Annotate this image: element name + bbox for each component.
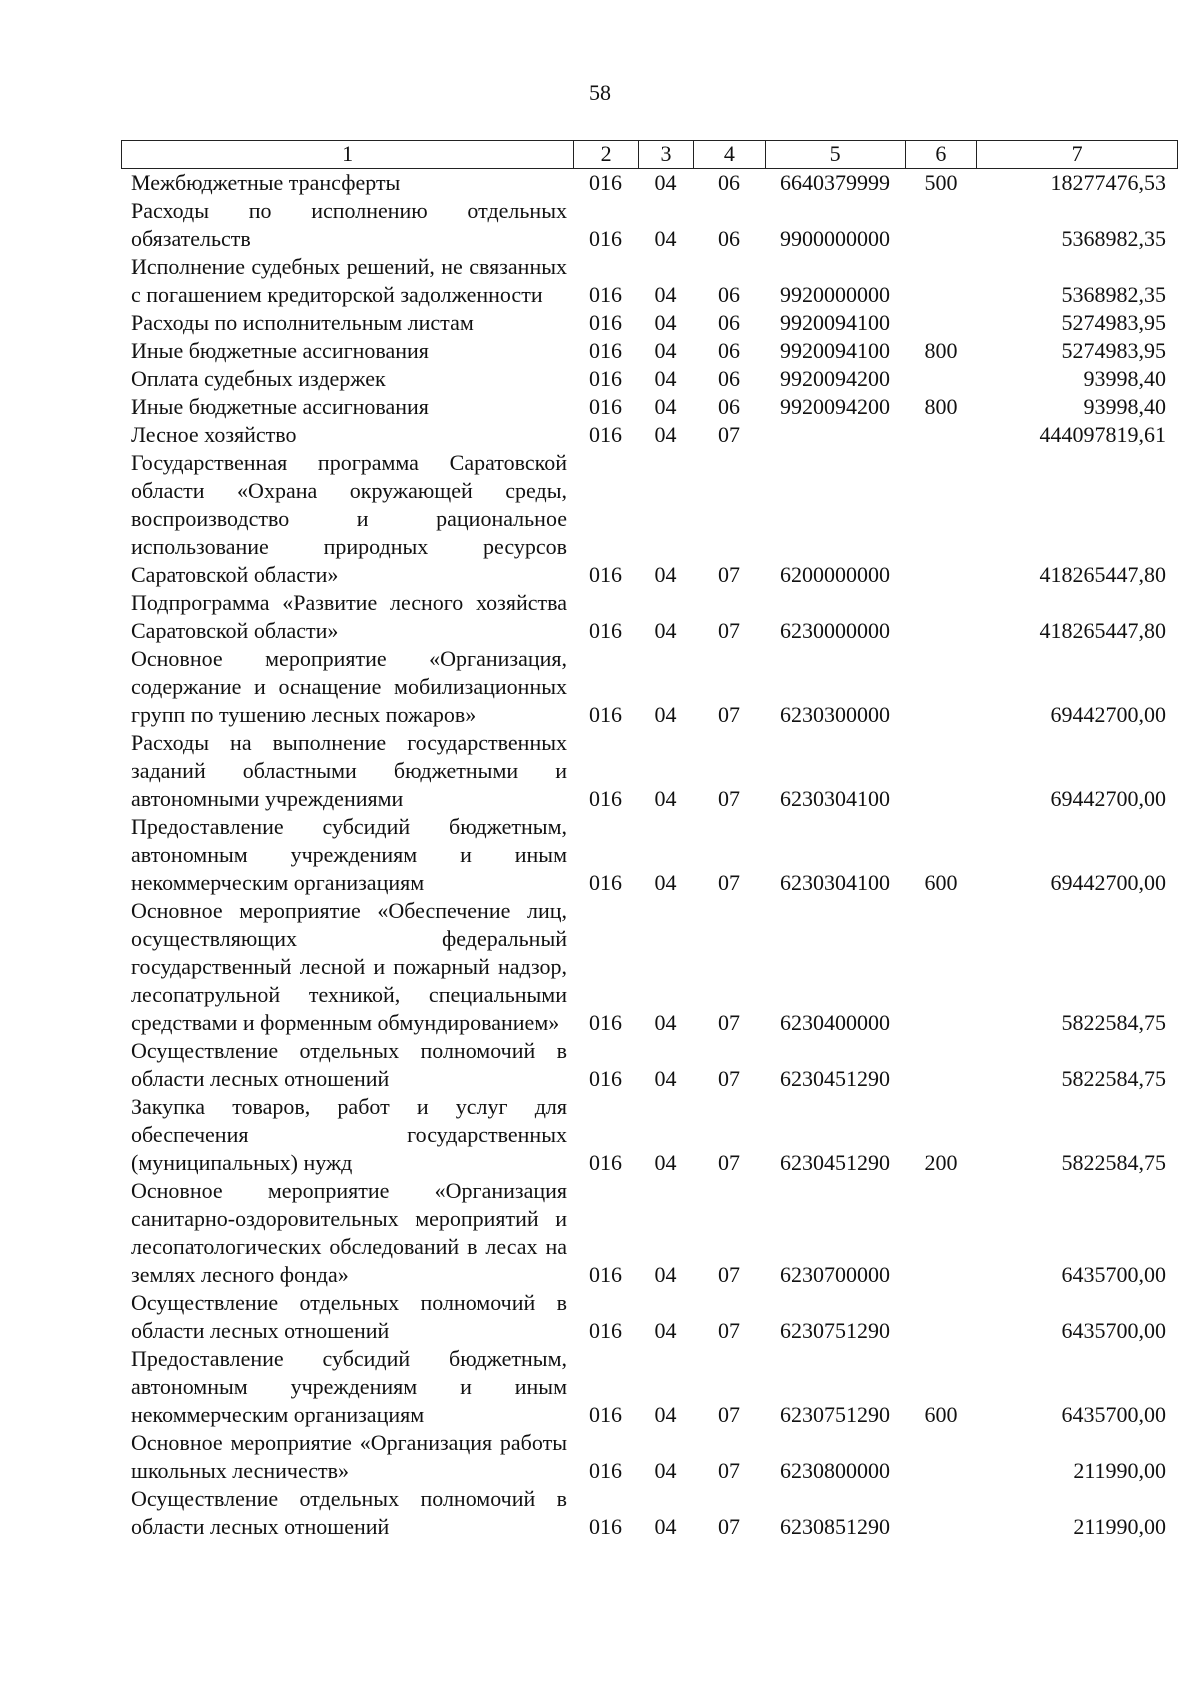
row-label: Государственная программа Саратовской области «Охрана окружающей среды, воспроизводство и рациональное использование природных ресурсов Саратовской области» xyxy=(131,450,567,587)
cell-col-3: 04 xyxy=(654,366,677,391)
row-label: Лесное хозяйство xyxy=(131,422,297,447)
table-row xyxy=(121,253,1178,309)
cell-col-4: 07 xyxy=(718,786,740,811)
table-row xyxy=(121,309,1178,337)
cell-col-3: 04 xyxy=(654,1066,677,1091)
cell-col-5: 6230304100 xyxy=(780,870,890,895)
cell-col-3: 04 xyxy=(654,394,677,419)
cell-col-5: 6230751290 xyxy=(780,1318,890,1343)
cell-col-2: 016 xyxy=(589,282,622,307)
cell-col-4: 07 xyxy=(718,702,740,727)
cell-col-2: 016 xyxy=(589,702,622,727)
cell-col-4: 06 xyxy=(718,394,740,419)
header-col-5: 5 xyxy=(765,141,905,168)
table-row xyxy=(121,813,1178,897)
cell-col-5: 9920094100 xyxy=(780,338,890,363)
cell-col-4: 06 xyxy=(718,226,740,251)
cell-col-3: 04 xyxy=(654,310,677,335)
row-label: Предоставление субсидий бюджетным, автономным учреждениям и иным некоммерческим организациям xyxy=(131,1346,567,1427)
header-col-2: 2 xyxy=(573,141,638,168)
cell-col-5: 9920094200 xyxy=(780,394,890,419)
table-row xyxy=(121,169,1178,197)
cell-amount: 6435700,00 xyxy=(1061,1318,1166,1343)
cell-col-2: 016 xyxy=(589,1150,622,1175)
row-label: Осуществление отдельных полномочий в области лесных отношений xyxy=(131,1038,567,1091)
cell-col-2: 016 xyxy=(589,618,622,643)
cell-col-6: 800 xyxy=(924,394,958,419)
cell-col-2: 016 xyxy=(589,870,622,895)
cell-col-3: 04 xyxy=(654,170,677,195)
cell-col-3: 04 xyxy=(654,226,677,251)
cell-amount: 69442700,00 xyxy=(1050,870,1166,895)
cell-col-3: 04 xyxy=(654,1514,677,1539)
cell-col-4: 06 xyxy=(718,310,740,335)
header-col-6: 6 xyxy=(905,141,977,168)
page-number: 58 xyxy=(589,80,611,105)
cell-col-4: 07 xyxy=(718,1318,740,1343)
cell-amount: 18277476,53 xyxy=(1050,170,1166,195)
header-col-7: 7 xyxy=(976,141,1177,168)
cell-col-5: 6230451290 xyxy=(780,1066,890,1091)
cell-col-4: 07 xyxy=(718,1150,740,1175)
cell-col-2: 016 xyxy=(589,170,622,195)
row-label: Основное мероприятие «Организация санитарно-оздоровительных мероприятий и лесопатологических обследований в лесах на землях лесного фонда» xyxy=(131,1178,567,1287)
cell-col-5: 6200000000 xyxy=(780,562,890,587)
row-label: Осуществление отдельных полномочий в области лесных отношений xyxy=(131,1290,567,1343)
cell-col-4: 06 xyxy=(718,338,740,363)
cell-col-4: 06 xyxy=(718,282,740,307)
cell-amount: 211990,00 xyxy=(1073,1514,1166,1539)
table-row xyxy=(121,1345,1178,1429)
cell-col-5: 9920094100 xyxy=(780,310,890,335)
cell-col-3: 04 xyxy=(654,786,677,811)
table-row xyxy=(121,897,1178,1037)
cell-col-2: 016 xyxy=(589,1010,622,1035)
cell-col-5: 6640379999 xyxy=(780,170,890,195)
cell-col-6: 500 xyxy=(924,170,958,195)
cell-col-5: 6230304100 xyxy=(780,786,890,811)
cell-col-4: 07 xyxy=(718,1262,740,1287)
cell-col-6: 800 xyxy=(924,338,958,363)
cell-col-5: 6230300000 xyxy=(780,702,890,727)
cell-amount: 5274983,95 xyxy=(1061,338,1166,363)
cell-col-5: 6230800000 xyxy=(780,1458,890,1483)
cell-amount: 5368982,35 xyxy=(1061,226,1166,251)
cell-col-2: 016 xyxy=(589,786,622,811)
cell-col-2: 016 xyxy=(589,1318,622,1343)
table-row xyxy=(121,449,1178,589)
row-label: Предоставление субсидий бюджетным, автономным учреждениям и иным некоммерческим организациям xyxy=(131,814,567,895)
row-label: Расходы по исполнению отдельных обязательств xyxy=(131,198,567,251)
cell-col-2: 016 xyxy=(589,422,622,447)
cell-col-5: 6230751290 xyxy=(780,1402,890,1427)
row-label: Исполнение судебных решений, не связанных с погашением кредиторской задолженности xyxy=(131,254,567,307)
cell-amount: 93998,40 xyxy=(1083,366,1166,391)
cell-col-2: 016 xyxy=(589,1514,622,1539)
cell-col-4: 07 xyxy=(718,562,740,587)
cell-col-4: 06 xyxy=(718,366,740,391)
cell-amount: 211990,00 xyxy=(1073,1458,1166,1483)
row-label: Оплата судебных издержек xyxy=(131,366,386,391)
cell-col-5: 6230400000 xyxy=(780,1010,890,1035)
table-body xyxy=(121,169,1178,1541)
cell-amount: 5822584,75 xyxy=(1061,1010,1166,1035)
cell-col-3: 04 xyxy=(654,870,677,895)
cell-amount: 5274983,95 xyxy=(1061,310,1166,335)
header-col-4: 4 xyxy=(693,141,765,168)
cell-col-6: 600 xyxy=(924,870,958,895)
cell-col-4: 07 xyxy=(718,422,740,447)
row-label: Иные бюджетные ассигнования xyxy=(131,394,429,419)
cell-col-5: 6230851290 xyxy=(780,1514,890,1539)
table-row xyxy=(121,1429,1178,1485)
cell-col-3: 04 xyxy=(654,618,677,643)
table-row xyxy=(121,337,1178,365)
cell-col-6: 200 xyxy=(924,1150,958,1175)
cell-col-2: 016 xyxy=(589,310,622,335)
cell-col-3: 04 xyxy=(654,282,677,307)
cell-col-2: 016 xyxy=(589,1402,622,1427)
cell-amount: 6435700,00 xyxy=(1061,1402,1166,1427)
cell-col-3: 04 xyxy=(654,1150,677,1175)
cell-col-3: 04 xyxy=(654,562,677,587)
cell-amount: 69442700,00 xyxy=(1050,786,1166,811)
cell-amount: 93998,40 xyxy=(1083,394,1166,419)
row-label: Осуществление отдельных полномочий в области лесных отношений xyxy=(131,1486,567,1539)
row-label: Основное мероприятие «Обеспечение лиц, осуществляющих федеральный государственный лесной и пожарный надзор, лесопатрульной техникой, специальными средствами и форменным обмундированием» xyxy=(131,898,567,1035)
table-row xyxy=(121,589,1178,645)
cell-amount: 5822584,75 xyxy=(1061,1066,1166,1091)
table-row xyxy=(121,1177,1178,1289)
row-label: Иные бюджетные ассигнования xyxy=(131,338,429,363)
cell-col-2: 016 xyxy=(589,1458,622,1483)
cell-col-2: 016 xyxy=(589,394,622,419)
budget-table xyxy=(121,140,1178,1541)
cell-col-2: 016 xyxy=(589,562,622,587)
table-row xyxy=(121,1037,1178,1093)
table-row xyxy=(121,1485,1178,1541)
cell-col-3: 04 xyxy=(654,1010,677,1035)
row-label: Расходы на выполнение государственных заданий областными бюджетными и автономными учреждениями xyxy=(131,730,567,811)
cell-col-2: 016 xyxy=(589,1262,622,1287)
cell-col-4: 07 xyxy=(718,1402,740,1427)
cell-amount: 5822584,75 xyxy=(1061,1150,1166,1175)
cell-col-3: 04 xyxy=(654,1402,677,1427)
cell-col-3: 04 xyxy=(654,702,677,727)
header-col-1: 1 xyxy=(342,141,354,166)
cell-col-2: 016 xyxy=(589,366,622,391)
cell-col-2: 016 xyxy=(589,338,622,363)
row-label: Подпрограмма «Развитие лесного хозяйства Саратовской области» xyxy=(131,590,567,643)
cell-col-5: 6230451290 xyxy=(780,1150,890,1175)
cell-col-3: 04 xyxy=(654,1318,677,1343)
cell-amount: 5368982,35 xyxy=(1061,282,1166,307)
row-label: Межбюджетные трансферты xyxy=(131,170,401,195)
table-row xyxy=(121,1289,1178,1345)
cell-amount: 6435700,00 xyxy=(1061,1262,1166,1287)
cell-col-4: 06 xyxy=(718,170,740,195)
cell-col-4: 07 xyxy=(718,1066,740,1091)
cell-col-6: 600 xyxy=(924,1402,958,1427)
cell-col-4: 07 xyxy=(718,618,740,643)
cell-col-3: 04 xyxy=(654,1262,677,1287)
header-col-3: 3 xyxy=(638,141,693,168)
row-label: Основное мероприятие «Организация работы школьных лесничеств» xyxy=(131,1430,567,1483)
cell-col-2: 016 xyxy=(589,1066,622,1091)
table-row xyxy=(121,197,1178,253)
cell-amount: 418265447,80 xyxy=(1039,562,1166,587)
cell-col-5: 9920094200 xyxy=(780,366,890,391)
cell-col-5: 9920000000 xyxy=(780,282,890,307)
cell-col-4: 07 xyxy=(718,1458,740,1483)
cell-col-2: 016 xyxy=(589,226,622,251)
table-row xyxy=(121,421,1178,449)
table-row xyxy=(121,393,1178,421)
table-row xyxy=(121,645,1178,729)
cell-col-4: 07 xyxy=(718,870,740,895)
cell-col-5: 9900000000 xyxy=(780,226,890,251)
table-header xyxy=(121,140,1178,169)
table-row xyxy=(121,1093,1178,1177)
cell-col-3: 04 xyxy=(654,1458,677,1483)
cell-amount: 418265447,80 xyxy=(1039,618,1166,643)
cell-col-4: 07 xyxy=(718,1010,740,1035)
cell-col-3: 04 xyxy=(654,422,677,447)
table-row xyxy=(121,729,1178,813)
cell-col-4: 07 xyxy=(718,1514,740,1539)
table-row xyxy=(121,365,1178,393)
row-label: Закупка товаров, работ и услуг для обеспечения государственных (муниципальных) нужд xyxy=(131,1094,567,1175)
cell-col-3: 04 xyxy=(654,338,677,363)
row-label: Расходы по исполнительным листам xyxy=(131,310,474,335)
cell-col-5: 6230700000 xyxy=(780,1262,890,1287)
cell-amount: 69442700,00 xyxy=(1050,702,1166,727)
row-label: Основное мероприятие «Организация, содержание и оснащение мобилизационных групп по тушению лесных пожаров» xyxy=(131,646,567,727)
cell-amount: 444097819,61 xyxy=(1039,422,1166,447)
cell-col-5: 6230000000 xyxy=(780,618,890,643)
